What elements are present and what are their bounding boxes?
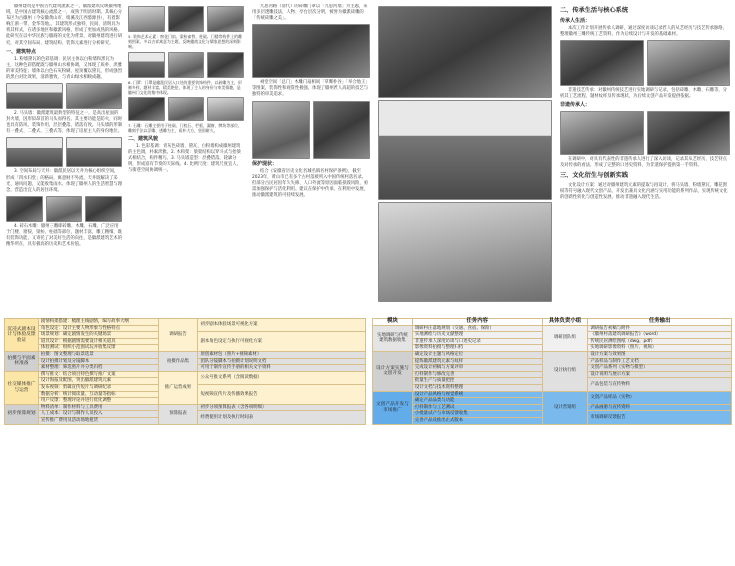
doc1-section-2-heading: 二、建筑风貌 — [128, 135, 159, 142]
task-cell: 确定产品品类与功能 — [412, 398, 542, 405]
output-cell: 产品画册与宣传资料 — [588, 404, 732, 411]
task-cell: 设计拍摄计划及分镜脚本 — [38, 358, 158, 365]
photo-gate-2 — [168, 52, 205, 78]
photo-horsehead-wall-1 — [6, 137, 63, 167]
output-cell: 《徽州村落建筑调研报告》（word） — [588, 332, 732, 339]
doc1-section-3-heading: 保护现状： — [252, 160, 278, 167]
output-cell: 拍摄作品集 — [158, 351, 198, 371]
doc2-s3-paragraph: 在调研中，对具有代表性的非遗传承人进行了深入访谈，记录其从艺经历、技艺特点及对传承的看法，形成了完整的口述史资料，为非遗保护提供第一手资料。 — [560, 156, 727, 168]
task-cell: 物料清单：制作材料与工具费用 — [38, 404, 158, 411]
module-cell: 设计方案实施与文创开发 — [373, 351, 413, 391]
doc2-section-3-heading: 非遗传承人： — [560, 101, 591, 108]
table-row — [5, 351, 366, 358]
header-module: 模块 — [373, 319, 413, 326]
photo-courtyard — [66, 83, 123, 109]
photo-window-carving-1 — [128, 6, 165, 32]
point-cell: 初步剧本体验场景可视化方案 — [198, 319, 366, 332]
doc1-right-paragraph-1: 九思河路（清代）的砖雕门罩以「九思河墙」为主题，采用多层透雕技法，人物、亭台层次分明，被誉为徽派砖雕的「传统砖雕之美」。 — [252, 4, 368, 22]
output-cell: 设计方案与效果图 — [588, 351, 732, 358]
photo-wood-door-carving-1 — [252, 101, 310, 159]
photo-gate-3 — [207, 52, 244, 78]
photo-inheritor-2 — [647, 111, 731, 155]
point-cell: 团队分镜脚本与拍摄计划说明文档 — [198, 358, 366, 365]
task-cell: 设计文档与技术资料整理 — [412, 384, 542, 391]
task-cell: 调研村庄落地规划（交通、食宿、保险） — [412, 325, 542, 332]
task-cell: 实地测绘与历史文献整理 — [412, 332, 542, 339]
doc2-section-2-heading: 二、传承生活与核心系统 — [560, 7, 629, 14]
doc1-caption-3: 7. 石雕：石雕主要用于柱础、门枕石、栏板、漏窗、牌坊等部位，雕刻手法以浮雕、透雕为主，质朴大方，坚固耐久。 — [128, 123, 242, 134]
doc2-right-column — [560, 4, 730, 316]
doc1-caption-2: 6. 门罩：门罩是徽派民居入口处的重要装饰构件，以砖雕为主，形制多样，题材丰富，精美绝伦，体现了主人的身份与审美情趣，是徽州门文化的集中体现。 — [128, 79, 242, 96]
point-cell: 经费使用计划及执行时间表 — [198, 411, 366, 424]
phase-cell: 沉浸式剧本设计与体验反馈验证 — [5, 319, 39, 352]
module-cell: 实地调研与传统建筑数据收集 — [373, 325, 413, 351]
doc2-intro-label: 传承人生活： — [560, 17, 591, 24]
task-cell: 设计海报及配图，突出徽派建筑元素 — [38, 378, 158, 385]
header-task: 任务内容 — [412, 319, 542, 326]
photo-brick-gate-carving — [252, 24, 370, 78]
doc1-right-paragraph-2: 祠堂空间「总门」木雕门扇相间「草鹰朴谷」「举合地王」等图案，装饰性和观赏性极强，体现了徽州匠人高超的技艺与独特的审美追求。 — [252, 80, 370, 98]
task-cell: 宣传推广费用及活动场地租赁 — [38, 417, 158, 424]
plan-table-1 — [4, 318, 366, 425]
table-header-row — [373, 319, 732, 326]
task-cell: 道具设计：根据剧情需要设计相关道具 — [38, 338, 158, 345]
task-cell: 体验测试：组织小范围试玩并收集反馈 — [38, 345, 158, 352]
phase-cell: 初步预算规划 — [5, 404, 39, 424]
task-cell: 确定设计主题与风格定位 — [412, 351, 542, 358]
task-cell: 人工成本：设计与制作人员投入 — [38, 411, 158, 418]
photo-window-carving-2 — [168, 6, 205, 32]
doc2-section-4-heading: 三、文化衍生与创新实践 — [560, 172, 629, 180]
photo-craftsman-portrait — [378, 6, 552, 98]
task-cell: 场景规划：确定剧情发生的关键场景 — [38, 332, 158, 339]
header-group: 具体负责小组 — [542, 319, 588, 326]
point-cell: 剧本角色设定与执行可视化方案 — [198, 332, 366, 352]
doc1-section-1-heading: 一、建筑特点 — [6, 48, 37, 55]
table-row — [373, 391, 732, 398]
photo-inheritor-1 — [560, 111, 644, 155]
output-cell: 文创产品样品（实物） — [588, 391, 732, 404]
phase-cell: 拍摄与平面素材准备 — [5, 351, 39, 371]
doc1-s1-p4: 4. 砖石木雕：徽州三雕即砖雕、木雕、石雕，广泛应用于门楼、窗棂、梁枋、柱础等部位，题材丰富，雕工精细，既有装饰功能，又寄托了对美好生活的向往，是徽派建筑艺术的精华所在，具有极高的历史和艺术价值。 — [6, 223, 122, 248]
output-cell: 推广运营成果 — [158, 371, 198, 404]
task-cell: 小批量试产与市场反馈收集 — [412, 411, 542, 418]
table-row — [5, 404, 366, 411]
output-cell: 调研报告 — [158, 319, 198, 352]
task-cell: 非遗传承人深度访谈与口述史记录 — [412, 338, 542, 345]
doc1-right-column — [252, 4, 370, 316]
photo-horsehead-wall-2 — [66, 137, 123, 167]
doc2-s4-paragraph: 文化设计方案：通过对徽州建筑元素的提取与再设计，将马头墙、粉墙黛瓦、雕花窗棂等符号融入现代文创产品，开发出兼具文化内涵与实用功能的系列作品，实现传统文化的创新性转化与创造性发展，推动非遗融入现代生活。 — [560, 182, 728, 200]
doc2-intro: 本次工作计划开展传承人调研，通过深度访谈记录匠人的从艺经历与技艺传承脉络，整理徽州三雕传统工艺资料，作为后续设计与开发的基础素材。 — [560, 25, 727, 37]
doc1-middle-column — [128, 4, 244, 316]
photo-patio-3 — [85, 196, 122, 222]
doc1-intro: 徽州建筑是中国古代建筑流派之一，徽派建筑反映徽州地域，是中国古建筑核心流派之一，成熟于明清时期。其核心分布区为古徽州（今安徽黄山市、绩溪及江西婺源县），有着影响江浙一带、金华等地。，其建筑形式独特，民间、清明具为将其样式，在诸多地区和徽派风格，形成了更加成熟的风格。此研究在以中华民族与徽商的文化为背景，对徽州建筑进行研究，对其空间布局、建筑结构、装饰元素进行分析研究。 — [6, 4, 122, 46]
photo-ancient-street — [378, 100, 552, 200]
module-cell: 文创产品开发与市场推广 — [373, 391, 413, 424]
doc2-left-column — [378, 4, 552, 316]
task-cell: 角色设定：设计主要人物形象与性格特点 — [38, 325, 158, 332]
output-cell: 预算报表 — [158, 404, 198, 424]
photo-carving-workshop — [378, 202, 552, 302]
task-cell: 完善产品及推出正式版本 — [412, 417, 542, 424]
output-cell: 传统民居测绘图纸（dwg、pdf） — [588, 338, 732, 345]
photo-interior-hall — [560, 40, 644, 86]
task-cell: 用户反馈：整理评论并进行优化调整 — [38, 398, 158, 405]
task-cell: 影像资料拍摄与整理归档 — [412, 345, 542, 352]
doc1-s3-paragraph: 结合《安徽省历史文化名城名镇名村保护条例》，截至2023年，黄山市已有多个古村落被列入中国传统村落名录。但部分古民居因年久失修、人口外流等原因面临损毁风险，亟需加强保护与活化利用。建议在保护中传承、在利用中发展，推动徽派建筑的可持续发展。 — [252, 168, 369, 198]
task-cell: 数据分析：统计阅读量、互动量等指标 — [38, 391, 158, 398]
photo-gate-1 — [128, 52, 165, 78]
task-cell: 撰写推文：结合项目特色撰写推广文案 — [38, 371, 158, 378]
photo-patio-2 — [46, 196, 83, 222]
point-cell: 公众号推文系列（含阅读数据） — [198, 371, 366, 384]
doc1-s1-p3: 3. 空间布局与天井：徽派民居以天井为核心组织空间，形成「四水归堂」的格局，寓意财不外流。天井既解决了采光、通风问题，又能收集雨水，体现了徽州人的生活智慧与理念，营造出宜人的居住环境。 — [6, 169, 122, 193]
task-cell: 素材整理：筛选照片并分类归档 — [38, 365, 158, 372]
table-row — [373, 325, 732, 332]
photo-wood-door-carving-2 — [313, 101, 371, 159]
photo-village-roofs — [6, 83, 63, 109]
photo-stone-carving-3 — [207, 97, 244, 121]
task-cell: 发布视频：剪辑宣传短片与调研纪录 — [38, 384, 158, 391]
photo-stone-carving-2 — [168, 97, 205, 121]
table-row — [5, 319, 366, 326]
doc1-left-column — [6, 4, 122, 316]
task-cell: 提炼徽派建筑元素与纹样 — [412, 358, 542, 365]
header-output: 任务输出 — [588, 319, 732, 326]
task-cell: 完成设计初稿与方案评审 — [412, 365, 542, 372]
point-cell: 原创素材包（照片+视频素材） — [198, 351, 366, 358]
point-cell: 初步分项预算报表（含各项明细） — [198, 404, 366, 411]
plan-table-2 — [372, 318, 732, 425]
output-cell: 调研报告初稿与附件 — [588, 325, 732, 332]
photo-carved-beam — [647, 40, 731, 86]
table-row — [373, 351, 732, 358]
task-cell: 打样制作与修改完善 — [412, 371, 542, 378]
doc1-s1-p2: 2. 马头墙：徽派建筑最典型的特征之一，是高出屋面的封火墙，因形似昂首的马头而得名。其主要功能是防火，同时也具有防风、装饰作用，层层叠落，错落有致。马头墙的形制有一叠式、二叠式、三叠式等，体现了房屋主人的身份地位。 — [6, 111, 122, 135]
output-cell: 产品样品与制作工艺文档 — [588, 358, 732, 365]
photo-patio-1 — [6, 196, 43, 222]
photo-stone-carving-1 — [128, 97, 165, 121]
point-cell: 可用于制作宣传手册的相关文字资料 — [198, 365, 366, 372]
output-cell: 市场调研反馈报告 — [588, 411, 732, 424]
output-cell: 文创产品系列（实物与模型） — [588, 365, 732, 372]
group-cell: 设计营销组 — [542, 391, 588, 424]
group-cell: 设计执行组 — [542, 351, 588, 391]
task-cell: 剧情构架搭建：梳理主线剧情，编写故事大纲 — [38, 319, 158, 326]
table-row — [5, 371, 366, 378]
task-cell: 打样制作与工艺测试 — [412, 404, 542, 411]
doc2-s2-paragraph: 非遗技艺传承：对徽州传统技艺进行实地调研与记录，包括砖雕、木雕、石雕等，分析其工艺流程、题材纹样及传承现状，为后续文创产品开发提供依据。 — [560, 87, 727, 99]
output-cell: 产品包装与宣传物料 — [588, 378, 732, 391]
doc1-caption-1: 5. 装饰艺术元素：窗花门扇、梁枋雀替、柱础、门楼等构件上的雕刻图案，多以吉祥寓意为主题，反映徽商文化与儒家思想的深刻影响。 — [128, 34, 242, 50]
doc1-s2-paragraph: 1. 色彩基调：青灰色砖墙、黛瓦、白粉墙构成徽州建筑的主色调，朴素淡雅。2. 木构架：梁架结构以穿斗式与抬梁式相结合，构件精巧。3. 马头墙造型：层叠错落，轮廓分明，形成富有节奏的天际线。4. 比例尺度：建筑尺度宜人，与街巷空间协调统一。 — [128, 143, 241, 173]
task-cell: 批量生产与质量把控 — [412, 378, 542, 385]
photo-window-carving-3 — [207, 6, 244, 32]
output-cell: 设计说明与展示方案 — [588, 371, 732, 378]
task-cell: 拍摄：图文整理与取景选景 — [38, 351, 158, 358]
phase-cell: 社交媒体推广与运营 — [5, 371, 39, 404]
doc1-s1-p1: 1. 粉墙黛瓦的色彩基调：民居主体以白粉墙和黑瓦为主，这种色彩搭配既与徽州山水相协调，又体现了质朴、淡雅的审美特征；墙体以白色石灰粉刷，屋顶覆以黛瓦，形成强烈的黑白对比效果，清新雅致，与青山绿水相映成趣。 — [6, 56, 122, 80]
point-cell: 短视频宣传片及传播效果报告 — [198, 384, 366, 404]
output-cell: 实地调研影像资料（照片、视频） — [588, 345, 732, 352]
task-cell: 设计产品风格与视觉系统 — [412, 391, 542, 398]
group-cell: 调研团队组 — [542, 325, 588, 351]
